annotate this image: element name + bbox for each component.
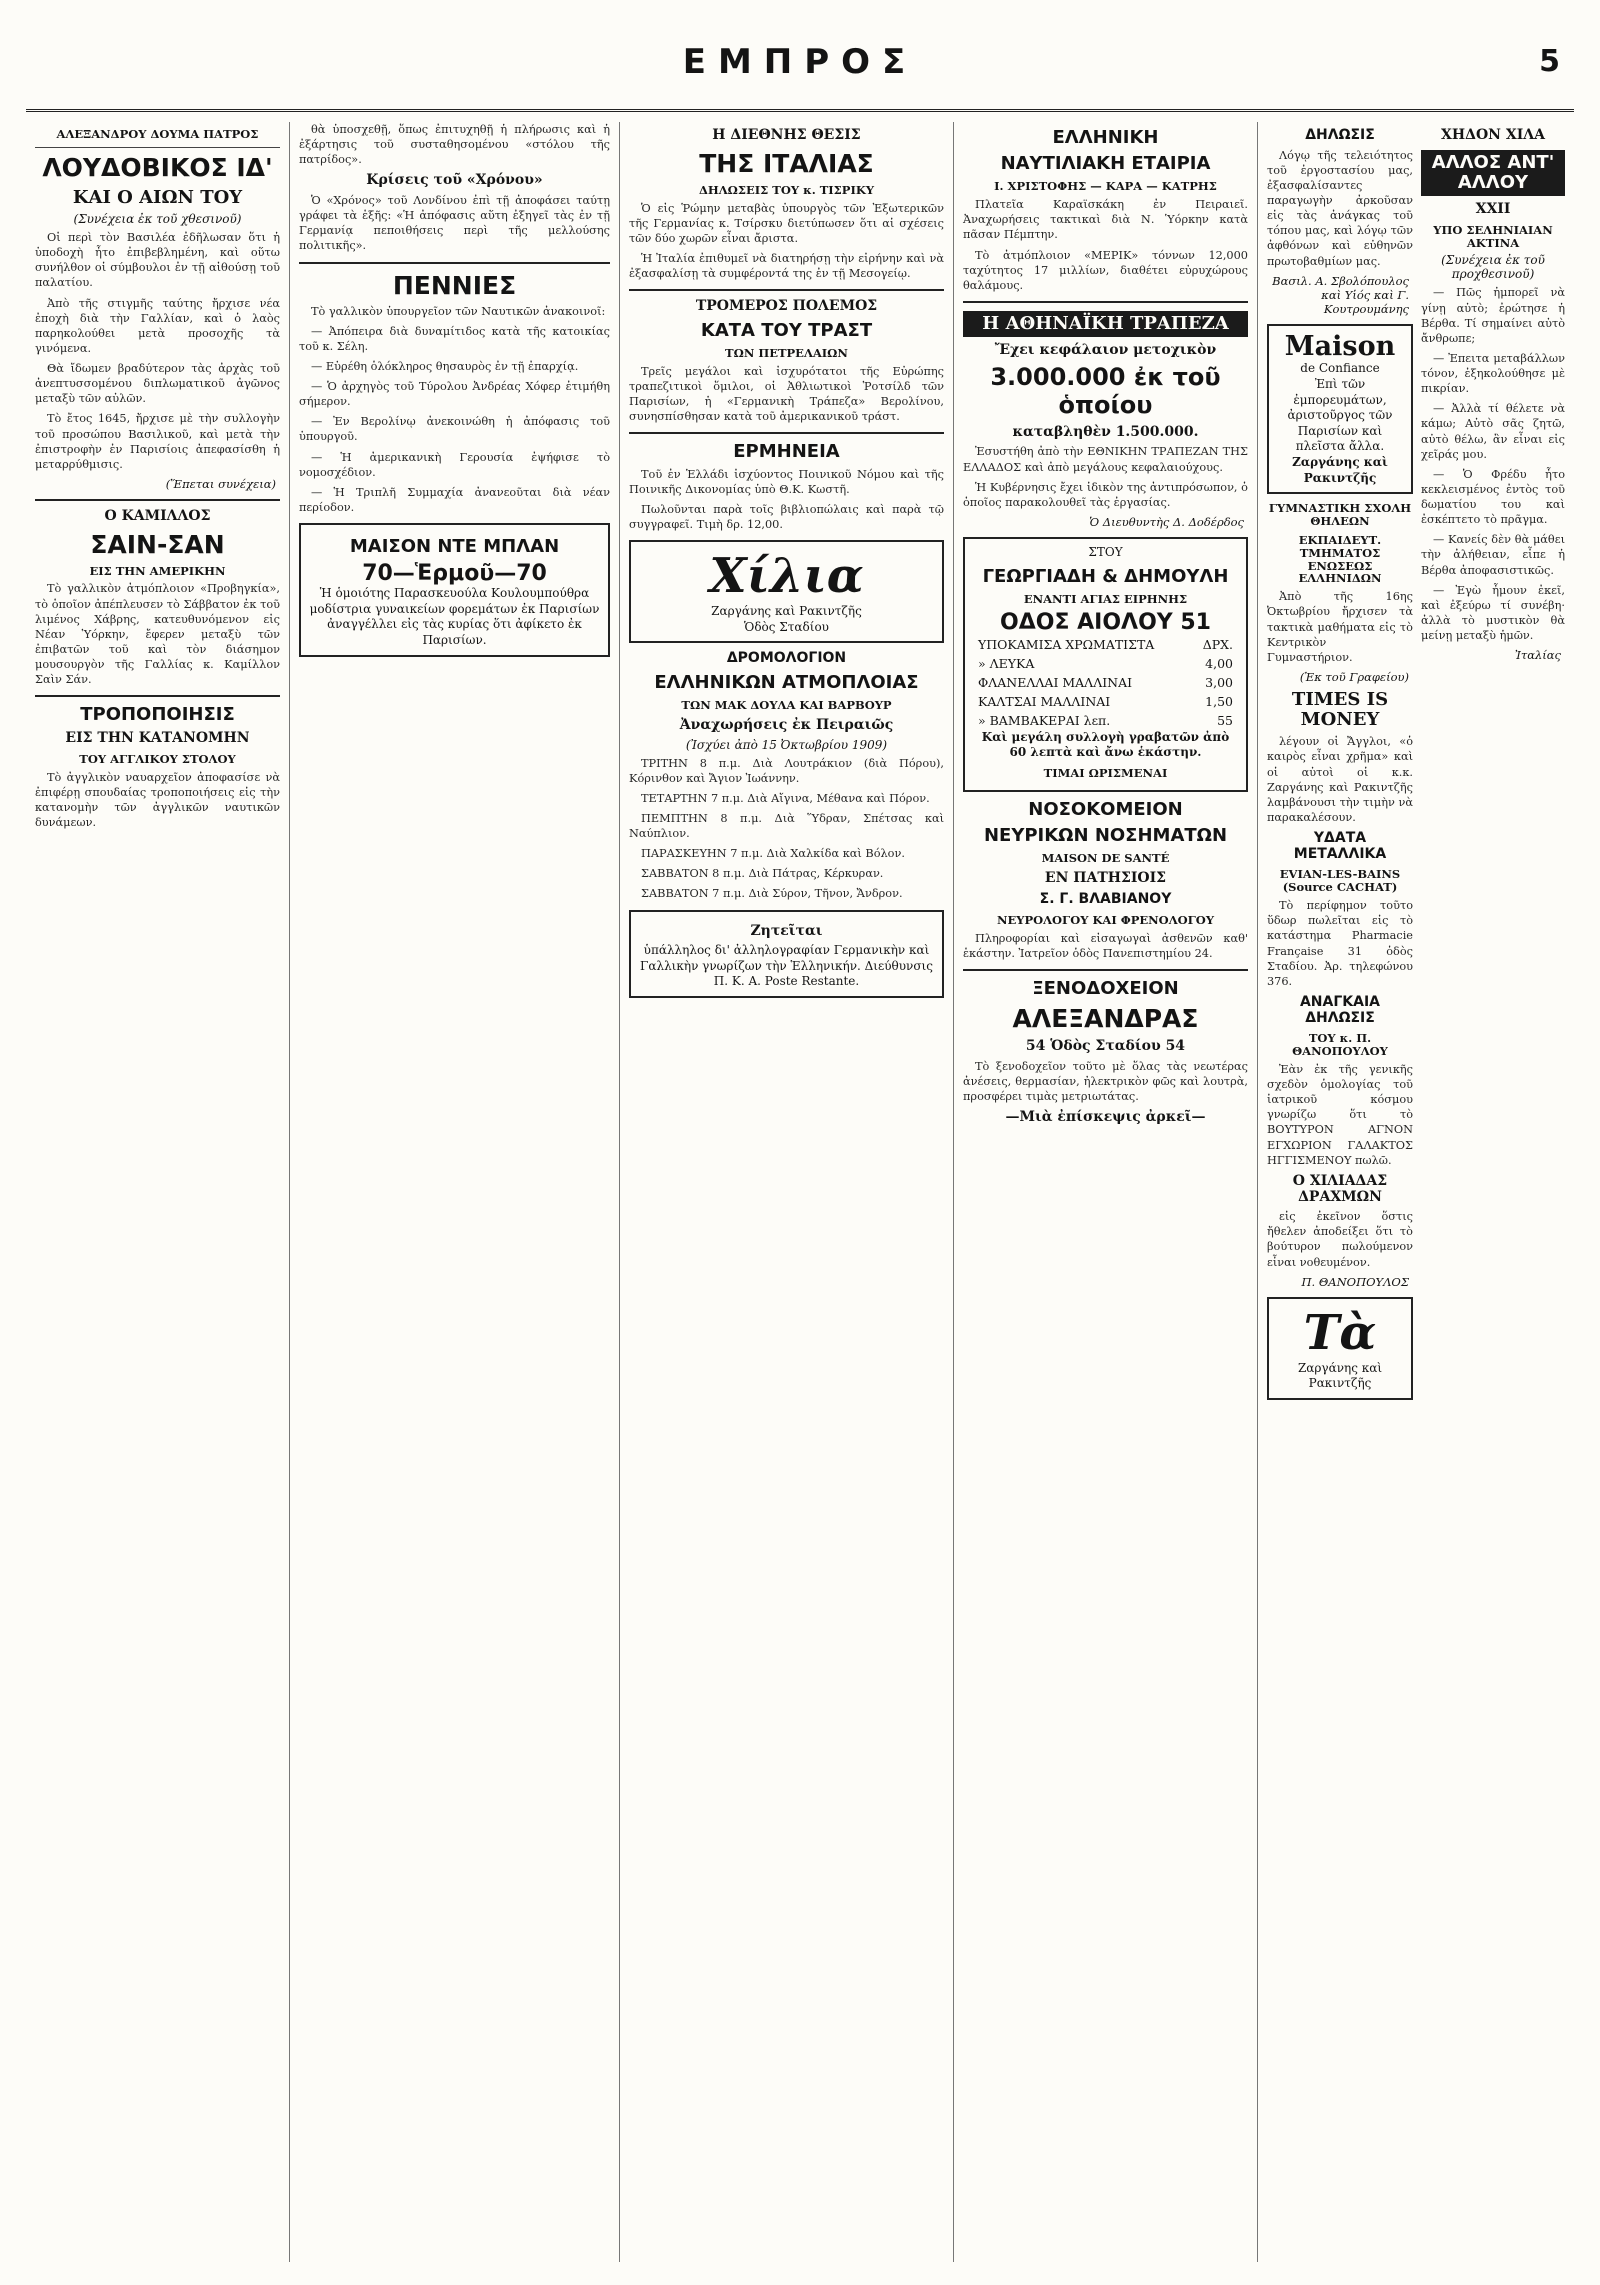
price-value: 1,50 xyxy=(1205,693,1233,709)
doctor-title: ΝΕΥΡΟΛΟΓΟΥ ΚΑΙ ΦΡΕΝΟΛΟΓΟΥ xyxy=(996,913,1215,928)
ad-prefix: ΣΤΟΥ xyxy=(1088,544,1123,559)
price-item: » ΒΑΜΒΑΚΕΡΑΙ λεπ. xyxy=(978,712,1111,728)
price-header-item: ΥΠΟΚΑΜΙΣΑ ΧΡΩΜΑΤΙΣΤΑ xyxy=(978,636,1155,652)
column-5 xyxy=(1258,122,1574,2262)
hotel-name: ΑΛΕΞΑΝΔΡΑΣ xyxy=(1012,1004,1199,1034)
article-paragraph: Ἐσυστήθη ἀπὸ τὴν ΕΘΝΙΚΗΝ ΤΡΑΠΕΖΑΝ ΤΗΣ ΕΛΛΑΔΟΣ καὶ ἀπὸ μεγάλους κεφαλαιούχους. xyxy=(963,445,1248,474)
article-paragraph: Πωλοῦνται παρὰ τοῖς βιβλιοπώλαις καὶ παρὰ τῷ συγγραφεῖ. Τιμὴ δρ. 12,00. xyxy=(629,502,944,531)
author-line: ΑΛΕΞΑΝΔΡΟΥ ΔΟΥΜΑ ΠΑΤΡΟΣ xyxy=(56,127,259,141)
capital-line: καταβληθὲν 1.500.000. xyxy=(1012,423,1199,440)
ad-maison xyxy=(1267,324,1413,494)
hotel-tagline: —Μιὰ ἐπίσκεψις ἀρκεῖ— xyxy=(1005,1109,1206,1126)
headline-shipping-company: ΝΑΥΤΙΛΙΑΚΗ ΕΤΑΙΡΙΑ xyxy=(1000,153,1211,175)
article-paragraph: Τὸ ἔτος 1645, ἤρχισε μὲ τὴν συλλογὴν τοῦ προσώπου Βασιλικοῦ, καὶ μετὰ τὴν ἐπιστροφὴν ἐν Παρισίοις ἀπεφασίσθη ἡ μεταρρύθμισις. xyxy=(35,412,280,471)
headline-sub: ΤΩΝ ΠΕΤΡΕΛΑΙΩΝ xyxy=(725,346,848,360)
ad-address: Ὁδὸς Σταδίου xyxy=(744,619,829,634)
headline-times-is-money: TIMES IS MONEY xyxy=(1291,688,1389,731)
masthead xyxy=(26,30,1574,112)
price-row xyxy=(972,692,1239,711)
headline-sub: ΤΟΥ ΑΓΓΛΙΚΟΥ ΣΤΟΛΟΥ xyxy=(79,752,236,767)
column-1 xyxy=(26,122,290,2262)
headline-clinic: ΝΕΥΡΙΚΩΝ ΝΟΣΗΜΑΤΩΝ xyxy=(983,824,1228,846)
ad-maison-de-blanc xyxy=(299,523,610,657)
price-row xyxy=(972,673,1239,692)
newspaper-page xyxy=(26,30,1574,2265)
serial-subcolumn xyxy=(1421,122,1565,1408)
headline-gym: ΓΥΜΝΑΣΤΙΚΗ ΣΧΟΛΗ ΘΗΛΕΩΝ xyxy=(1268,501,1412,528)
article-paragraph: Ὁ «Χρόνος» τοῦ Λονδίνου ἐπὶ τῇ ἀποφάσει ταύτῃ γράφει τὰ ἑξῆς: «Ἡ ἀπόφασις αὕτη ἐξηγεῖ τὰς ἐν τῇ Γερμανίᾳ πεποιθήσεις περὶ τῆς μελλούσης πολιτικῆς». xyxy=(299,194,610,253)
serial-subtitle: ΚΑΙ Ο ΑΙΩΝ ΤΟΥ xyxy=(72,186,243,208)
ad-shop xyxy=(963,537,1248,792)
article-paragraph: Ἀπὸ τῆς 16ης Ὀκτωβρίου ἤρχισεν τὰ τακτικὰ μαθήματα εἰς τὸ Κεντρικὸν Γυμναστήριον. xyxy=(1267,590,1413,664)
ad-address: ΟΔΟΣ ΑΙΟΛΟΥ 51 xyxy=(1000,609,1211,635)
headline-sub: MAISON DE SANTÉ xyxy=(1041,850,1170,865)
ad-sub: de Confiance xyxy=(1300,361,1380,376)
capital-line: Ἔχει κεφάλαιον μετοχικὸν xyxy=(994,342,1217,359)
headline-top: ΕΛΛΗΝΙΚΗ xyxy=(1052,127,1159,148)
doctor-name: Σ. Γ. ΒΛΑΒΙΑΝΟΥ xyxy=(1039,891,1172,908)
signature: Ὁ Διευθυντὴς Δ. Δοδέρδος xyxy=(1089,514,1244,529)
price-tag: ΤΙΜΑΙ ΩΡΙΣΜΕΝΑΙ xyxy=(1043,765,1168,780)
schedule-row: ΣΑΒΒΑΤΟΝ 7 π.μ. Διὰ Σύρον, Τῆνον, Ἄνδρον. xyxy=(641,887,903,901)
ad-sub: ΕΝΑΝΤΙ ΑΓΙΑΣ ΕΙΡΗΝΗΣ xyxy=(1023,591,1188,606)
headline-sub: ΤΩΝ ΜΑΚ ΔΟΥΛΑ ΚΑΙ ΒΑΡΒΟΥΡ xyxy=(681,698,892,713)
ad-ta xyxy=(1267,1297,1413,1400)
news-item: — Ἀπόπειρα διὰ δυναμίτιδος κατὰ τῆς κατοικίας τοῦ κ. Σέλη. xyxy=(299,324,610,353)
article-paragraph: Ἐὰν ἐκ τῆς γενικῆς σχεδὸν ὁμολογίας τοῦ ἰατρικοῦ κόσμου γνωρίζω ὅτι τὸ ΒΟΥΤΥΡΟΝ ΑΓΝΟΝ ΕΓΧΩΡΙΟΝ ΓΑΛΑΚΤΟΣ ΗΓΓΙΣΜΕΝΟΥ πωλῶ. xyxy=(1267,1062,1413,1167)
signature: Π. ΘΑΝΟΠΟΥΛΟΣ xyxy=(1301,1274,1409,1289)
ad-text: Ἐπὶ τῶν ἐμπορευμάτων, ἀριστοῦργος τῶν Παρισίων καὶ πλεῖστα ἄλλα. xyxy=(1287,376,1393,454)
article-paragraph: — Ὁ Φρέδυ ἦτο κεκλεισμένος ἐντὸς τοῦ δωματίου του καὶ ἐσκέπτετο τὸ πρᾶγμα. xyxy=(1421,467,1565,527)
serial-title: ΑΛΛΟΣ ΑΝΤ' ΑΛΛΟΥ xyxy=(1421,150,1565,196)
price-value: 55 xyxy=(1217,712,1233,728)
headline-top: ΝΟΣΟΚΟΜΕΙΟΝ xyxy=(1028,798,1183,820)
article-paragraph: Τὸ γαλλικὸν ἀτμόπλοιον «Προβηγκία», τὸ ὁποῖον ἀπέπλευσεν τὸ Σάββατον ἐκ τοῦ λιμένος Χάβρης, κατευθυνόμενον εἰς Νέαν Ὑόρκην, ἔφερεν μεταξὺ τῶν ἐπιβατῶν τοῦ καὶ τὸν διάσημον μουσουργὸν τῆς Γαλλίας κ. Καμίλλον Σαὶν Σάν. xyxy=(35,582,280,687)
ad-title: Ζητεῖται xyxy=(750,922,823,939)
ad-signature: Ζαργάνης καὶ Ρακιντζῆς xyxy=(711,604,862,619)
schedule-row: ΤΕΤΑΡΤΗΝ 7 π.μ. Διὰ Αἴγινα, Μέθανα καὶ Πόρον. xyxy=(641,791,930,805)
headline-sub: ΔΗΛΩΣΕΙΣ ΤΟΥ κ. ΤΙΣΡΙΚΥ xyxy=(698,182,875,197)
ad-script xyxy=(629,540,944,643)
headline-top: ΤΡΟΜΕΡΟΣ ΠΟΛΕΜΟΣ xyxy=(695,298,878,315)
serial-header: ΧΗΔΟΝ ΧΙΛΑ xyxy=(1441,127,1545,143)
headline-thousands: Ο ΧΙΛΙΑΔΑΣ ΔΡΑΧΜΩΝ xyxy=(1292,1172,1388,1205)
price-item: ΚΑΛΤΣΑΙ ΜΑΛΛΙΝΑΙ xyxy=(978,693,1111,709)
schedule-row: ΠΑΡΑΣΚΕΥΗΝ 7 π.μ. Διὰ Χαλκίδα καὶ Βόλον. xyxy=(641,847,905,861)
ad-script-word: Χίλια xyxy=(709,548,864,605)
price-header xyxy=(972,635,1239,654)
ad-script-word: Τὰ xyxy=(1303,1304,1377,1361)
serial-subtitle: ΥΠΟ ΣΕΛΗΝΙΑΙΑΝ ΑΚΤΙΝΑ xyxy=(1433,222,1553,250)
headline-sub: ΕΚΠΑΙΔΕΥΤ. ΤΜΗΜΑΤΟΣ ΕΝΩΣΕΩΣ ΕΛΛΗΝΙΔΩΝ xyxy=(1298,532,1382,586)
news-item: — Ἡ ἀμερικανικὴ Γερουσία ἐψήφισε τὸ νομοσχέδιον. xyxy=(299,450,610,479)
headline-declaration: ΔΗΛΩΣΙΣ xyxy=(1305,127,1375,143)
article-paragraph: Ἡ Κυβέρνησις ἔχει ἰδικὸν της ἀντιπρόσωπον, ὁ ὁποῖος παρακολουθεῖ τὰς ἐργασίας. xyxy=(963,480,1248,509)
headline-sub: ΕΙΣ ΤΗΝ ΚΑΤΑΝΟΜΗΝ xyxy=(65,730,250,747)
price-item: ΦΛΑΝΕΛΛΑΙ ΜΑΛΛΙΝΑΙ xyxy=(978,674,1133,690)
newspaper-title: ΕΜΠΡΟΣ xyxy=(682,42,918,82)
headline-saint-saens: ΣΑΙΝ-ΣΑΝ xyxy=(90,529,225,559)
ad-signature: Ζαργάνης καὶ Ρακιντζῆς xyxy=(1292,454,1388,485)
article-paragraph: Ἡ Ἰταλία ἐπιθυμεῖ νὰ διατηρήσῃ τὴν εἰρήνην καὶ νὰ ἐξασφαλίσῃ τὰ συμφέροντά της ἐν τῇ Μεσογείῳ. xyxy=(629,251,944,281)
price-value: 3,00 xyxy=(1205,674,1233,690)
headline-top: Η ΔΙΕΘΝΗΣ ΘΕΣΙΣ xyxy=(712,127,861,143)
continuation-note: (Συνέχεια ἐκ τοῦ χθεσινοῦ) xyxy=(73,212,242,227)
article-paragraph: — Ἐπειτα μεταβάλλων τόνον, ἐξηκολούθησε μὲ πικρίαν. xyxy=(1421,351,1565,396)
headline-waters: ΥΔΑΤΑ ΜΕΤΑΛΛΙΚΑ xyxy=(1293,830,1387,862)
headline-hotel: ΞΕΝΟΔΟΧΕΙΟΝ xyxy=(1032,978,1179,1000)
article-paragraph: — Πῶς ἠμπορεῖ νὰ γίνῃ αὐτὸ; ἐρώτησε ἡ Βέρθα. Τί σημαίνει αὐτὸ ἄνθρωπε; xyxy=(1421,286,1565,345)
ad-signature: Ζαργάνης καὶ Ρακιντζῆς xyxy=(1297,1360,1383,1391)
news-item: — Ὁ ἀρχηγὸς τοῦ Τύρολου Ἀνδρέας Χόφερ ἐτιμήθη σήμερον. xyxy=(299,380,610,409)
price-row xyxy=(972,654,1239,673)
news-item: — Εὑρέθη ὁλόκληρος θησαυρὸς ἐν τῇ ἐπαρχίᾳ. xyxy=(311,359,579,373)
headline-penies: ΠΕΝΝΙΕΣ xyxy=(392,270,517,300)
end-line: Ἰταλίας xyxy=(1514,648,1561,663)
ads-subcolumn xyxy=(1267,122,1413,1408)
article-paragraph: — Ἐγὼ ἦμουν ἐκεῖ, καὶ ἐξεύρω τί συνέβη· ἀλλὰ τὸ μυστικὸν θὰ μείνῃ μεταξὺ ἡμῶν. xyxy=(1421,583,1565,643)
article-paragraph: Τὸ ἀτμόπλοιον «ΜΕΡΙΚ» τόννων 12,000 ταχύτητος 17 μιλλίων, διαθέτει εὐρυχώρους θαλάμους. xyxy=(963,248,1248,292)
article-paragraph: Πλατεῖα Καραϊσκάκη ἐν Πειραιεῖ. Ἀναχωρήσεις τακτικαὶ διὰ Ν. Ὑόρκην κατὰ πᾶσαν Πέμπτην. xyxy=(963,198,1248,242)
subhead: Κρίσεις τοῦ «Χρόνου» xyxy=(366,172,543,189)
column-3 xyxy=(620,122,954,2262)
article-paragraph: λέγουν οἱ Ἄγγλοι, «ὁ καιρὸς εἶναι χρῆμα» καὶ οἱ αὐτοὶ οἱ κ.κ. Ζαργάνης καὶ Ρακιντζῆς λαμβάνουσι τὴν τιμὴν νὰ παρακαλέσουν. xyxy=(1267,735,1413,824)
ad-title: ΓΕΩΡΓΙΑΔΗ & ΔΗΜΟΥΛΗ xyxy=(982,565,1229,587)
column-2 xyxy=(290,122,620,2262)
schedule-row: ΠΕΜΠΤΗΝ 8 π.μ. Διὰ Ὕδραν, Σπέτσας καὶ Ναύπλιον. xyxy=(629,811,944,841)
article-paragraph: Πληροφορίαι καὶ εἰσαγωγαὶ ἀσθενῶν καθ' ἑκάστην. Ἰατρεῖον ὁδὸς Πανεπιστημίου 24. xyxy=(963,932,1248,961)
article-paragraph: εἰς ἐκεῖνον ὅστις ἤθελεν ἀποδείξει ὅτι τὸ βούτυρον πωλούμενον εἶναι νοθευμένον. xyxy=(1267,1210,1413,1269)
headline-sub: Ι. ΧΡΙΣΤΟΦΗΣ — ΚΑΡΑ — ΚΑΤΡΗΣ xyxy=(994,179,1217,194)
headline-interpretation: ΕΡΜΗΝΕΙΑ xyxy=(733,441,840,463)
headline-modification: ΤΡΟΠΟΠΟΙΗΣΙΣ xyxy=(80,704,235,726)
article-paragraph: Τοῦ ἐν Ἑλλάδι ἰσχύοντος Ποινικοῦ Νόμου καὶ τῆς Ποινικῆς Δικονομίας ὑπὸ Θ.Κ. Κωστῆ. xyxy=(629,467,944,496)
signature: (Ἐκ τοῦ Γραφείου) xyxy=(1299,669,1409,684)
schedule-row: ΣΑΒΒΑΤΟΝ 8 π.μ. Διὰ Πάτρας, Κέρκυραν. xyxy=(641,867,884,881)
ad-address: 70—Ἑρμοῦ—70 xyxy=(362,561,547,587)
ad-title: Maison xyxy=(1284,330,1396,362)
schedule-title: Ἀναχωρήσεις ἐκ Πειραιῶς xyxy=(679,716,894,733)
headline-bank: Η ΑΘΗΝΑΪΚΗ ΤΡΑΠΕΖΑ xyxy=(963,311,1248,337)
schedule-row: ΤΡΙΤΗΝ 8 π.μ. Διὰ Λουτράκιον (διὰ Πόρου), Κόρινθον καὶ Ἄγιον Ἰωάννην. xyxy=(629,756,944,785)
to-be-continued: (Ἕπεται συνέχεια) xyxy=(165,476,276,491)
article-paragraph: Λόγῳ τῆς τελειότητος τοῦ ἐργοστασίου μας, ἐξασφαλίσαντες παραγωγὴν ἀρκοῦσαν εἰς τὰς ἀνάγκας τοῦ τόπου μας, καὶ λόγῳ τῶν ἀφθόνων καὶ εὐθηνῶν πρωτοβαθμίων μας. xyxy=(1267,148,1413,268)
ad-text: Ἡ ὁμοιότης Παρασκευούλα Κουλουμπούθρα μοδίστρια γυναικείων φορεμάτων ἐκ Παρισίων ἀναγγέλλει εἰς τὰς κυρίας ὅτι ἀφίκετο ἐκ Παρισίων. xyxy=(309,586,600,647)
article-paragraph: Τὸ ἀγγλικὸν ναυαρχεῖον ἀποφασίσε νὰ ἐπιφέρῃ σπουδαίας τροποποιήσεις εἰς τὴν κατανομὴν τῶν ἀγγλικῶν ναυτικῶν δυνάμεων. xyxy=(35,771,280,830)
article-paragraph: Τὸ περίφημον τοῦτο ὕδωρ πωλεῖται εἰς τὸ κατάστημα Pharmacie Française 31 ὁδὸς Σταδίου. Ἀρ. τηλεφώνου 376. xyxy=(1267,899,1413,988)
serial-title: ΛΟΥΔΟΒΙΚΟΣ ΙΔ' xyxy=(42,152,273,182)
article-paragraph: Ὁ εἰς Ῥώμην μεταβὰς ὑπουργὸς τῶν Ἐξωτερικῶν τῆς Γερμανίας κ. Τσίρσκυ διετύπωσεν ὅτι αἱ σχέσεις τῶν δύο χωρῶν εἶναι ἄριστα. xyxy=(629,201,944,245)
headline-necessary: ΑΝΑΓΚΑΙΑ ΔΗΛΩΣΙΣ xyxy=(1299,993,1381,1026)
article-paragraph: Ἀπὸ τῆς στιγμῆς ταύτης ἤρχισε νέα ἐποχὴ διὰ τὴν Γαλλίαν, καὶ ὁ λαὸς παρηκολούθει μετὰ προσοχῆς τὰ γινόμενα. xyxy=(35,296,280,355)
price-note: Καὶ μεγάλη συλλογὴ γραβατῶν ἀπὸ 60 λεπτὰ καὶ ἄνω ἑκάστην. xyxy=(981,729,1230,760)
article-paragraph: — Κανείς δὲν θὰ μάθει τὴν ἀλήθειαν, εἶπε ἡ Βέρθα ἀποφασιστικῶς. xyxy=(1421,533,1565,577)
schedule-note: (Ἰσχύει ἀπὸ 15 Ὀκτωβρίου 1909) xyxy=(685,737,888,752)
price-row xyxy=(972,711,1239,730)
headline-sub: ΤΟΥ κ. Π. ΘΑΝΟΠΟΥΛΟΥ xyxy=(1292,1031,1388,1059)
column-4 xyxy=(954,122,1258,2262)
price-item: » ΛΕΥΚΑ xyxy=(978,655,1035,671)
headline-sub: EVIAN-LES-BAINS (Source CACHAT) xyxy=(1279,867,1401,895)
page-number: 5 xyxy=(1539,44,1560,79)
article-paragraph: Τρεῖς μεγάλοι καὶ ἰσχυρότατοι τῆς Εὐρώπης τραπεζιτικοὶ ὅμιλοι, οἱ Ἀθλιωτικοὶ Ῥοτσίλδ τῶν Παρισίων, ἡ «Γερμανικὴ Τράπεζα» Βερολίνου, συνησπίσθησαν κατὰ τοῦ ἀμερικανικοῦ τράστ. xyxy=(629,364,944,424)
article-paragraph: Τὸ γαλλικὸν ὑπουργεῖον τῶν Ναυτικῶν ἀνακοινοῖ: xyxy=(311,304,606,318)
price-header-unit: ΔΡΧ. xyxy=(1202,636,1233,652)
columns xyxy=(26,122,1574,2262)
headline-small: Ο ΚΑΜΙΛΛΟΣ xyxy=(104,507,211,524)
headline-italy: ΤΗΣ ΙΤΑΛΙΑΣ xyxy=(699,148,874,178)
headline-shipping: ΕΛΛΗΝΙΚΩΝ ΑΤΜΟΠΛΟΙΑΣ xyxy=(654,671,919,693)
ad-wanted xyxy=(629,910,944,998)
hotel-address: 54 Ὁδὸς Σταδίου 54 xyxy=(1025,1038,1186,1055)
article-paragraph: Θὰ ἴδωμεν βραδύτερον τὰς ἀρχὰς τοῦ ἀνεπτυσσομένου διπλωματικοῦ ἀγῶνος μεταξὺ τῶν αὐλῶν. xyxy=(35,362,280,406)
article-paragraph: Τὸ ξενοδοχεῖον τοῦτο μὲ ὅλας τὰς νεωτέρας ἀνέσεις, θερμασίαν, ἠλεκτρικὸν φῶς καὶ λουτρὰ, προσφέρει τιμὰς μετριωτάτας. xyxy=(963,1060,1248,1104)
signature: Βασιλ. Α. Σβολόπουλος καὶ Υἱός καὶ Γ. Κουτρουμάνης xyxy=(1272,273,1409,316)
ad-title: ΜΑΙΣΟΝ ΝΤΕ ΜΠΛΑΝ xyxy=(349,536,560,558)
news-item: — Ἡ Τριπλῆ Συμμαχία ἀνανεοῦται διὰ νέαν περίοδον. xyxy=(299,485,610,514)
article-paragraph: — Ἀλλὰ τί θέλετε νὰ κάμω; Αὐτὸ σᾶς ζητῶ, αὐτὸ θέλω, ἂν εἶναι εἰς χεῖράς μου. xyxy=(1421,402,1565,461)
headline-trust: ΚΑΤΑ ΤΟΥ ΤΡΑΣΤ xyxy=(700,319,873,341)
price-value: 4,00 xyxy=(1205,655,1233,671)
capital-amount: 3.000.000 ἐκ τοῦ ὁποίου xyxy=(990,362,1221,419)
headline-top: ΔΡΟΜΟΛΟΓΙΟΝ xyxy=(726,650,847,667)
article-paragraph: Οἱ περὶ τὸν Βασιλέα ἐδῆλωσαν ὅτι ἡ ὑποδοχὴ ἦτο ἐπιβεβλημένη, καὶ οὕτω συνήλθον οἱ σύμβουλοι ἐν τῇ αἰθούσῃ τοῦ παλατίου. xyxy=(35,231,280,290)
column-5-split xyxy=(1267,122,1565,1408)
ad-text: ὑπάλληλος δι' ἀλληλογραφίαν Γερμανικὴν καὶ Γαλλικὴν γνωρίζων τὴν Ἑλληνικήν. Διεύθυνσις Π. Κ. Α. Poste Restante. xyxy=(640,943,933,989)
continuation-note: (Συνέχεια ἐκ τοῦ προχθεσινοῦ) xyxy=(1441,253,1545,282)
news-item: — Ἐν Βερολίνῳ ἀνεκοινώθη ἡ ἀπόφασις τοῦ ὑπουργοῦ. xyxy=(299,415,610,444)
article-paragraph: θὰ ὑποσχεθῇ, ὅπως ἐπιτυχηθῇ ἡ πλήρωσις καὶ ἡ ἐξάρτησις τοῦ συσταθησομένου «στόλου τῆς πατρίδος». xyxy=(299,123,610,167)
headline-sub: ΕΙΣ ΤΗΝ ΑΜΕΡΙΚΗΝ xyxy=(89,563,226,578)
clinic-location: ΕΝ ΠΑΤΗΣΙΟΙΣ xyxy=(1044,869,1167,886)
serial-chapter: XXII xyxy=(1475,200,1511,217)
